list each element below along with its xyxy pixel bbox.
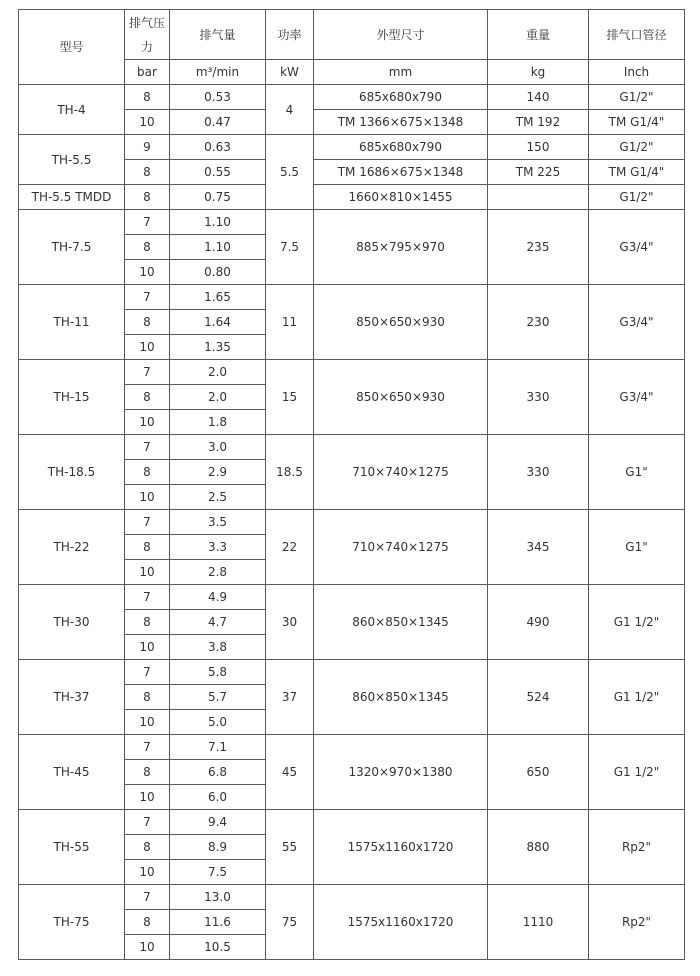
model-cell: TH-7.5 bbox=[19, 210, 125, 285]
table-row bbox=[19, 510, 685, 535]
model-cell: TH-15 bbox=[19, 360, 125, 435]
flow-cell: 1.65 bbox=[170, 285, 266, 310]
model-cell: TH-5.5 bbox=[19, 135, 125, 185]
flow-cell: 0.55 bbox=[170, 160, 266, 185]
unit-dimensions: mm bbox=[314, 60, 488, 85]
pressure-cell: 10 bbox=[125, 635, 170, 660]
model-cell: TH-18.5 bbox=[19, 435, 125, 510]
pressure-cell: 9 bbox=[125, 135, 170, 160]
flow-cell: 3.0 bbox=[170, 435, 266, 460]
flow-cell: 6.0 bbox=[170, 785, 266, 810]
table-row bbox=[19, 285, 685, 310]
table-row bbox=[19, 810, 685, 835]
flow-cell: 7.5 bbox=[170, 860, 266, 885]
flow-cell: 1.10 bbox=[170, 210, 266, 235]
dimensions-cell: TM 1366×675×1348 bbox=[314, 110, 488, 135]
pressure-cell: 7 bbox=[125, 735, 170, 760]
power-cell: 7.5 bbox=[266, 210, 314, 285]
unit-power: kW bbox=[266, 60, 314, 85]
outlet-cell: G3/4" bbox=[589, 360, 685, 435]
outlet-cell: G1/2" bbox=[589, 135, 685, 160]
outlet-cell: G1" bbox=[589, 510, 685, 585]
pressure-cell: 10 bbox=[125, 335, 170, 360]
flow-cell: 1.64 bbox=[170, 310, 266, 335]
table-row bbox=[19, 210, 685, 235]
table-row bbox=[19, 185, 685, 210]
table-row bbox=[19, 360, 685, 385]
dimensions-cell: 850×650×930 bbox=[314, 285, 488, 360]
pressure-cell: 7 bbox=[125, 585, 170, 610]
pressure-cell: 8 bbox=[125, 310, 170, 335]
flow-cell: 2.0 bbox=[170, 385, 266, 410]
weight-cell bbox=[488, 185, 589, 210]
pressure-cell: 8 bbox=[125, 910, 170, 935]
weight-cell: 140 bbox=[488, 85, 589, 110]
weight-cell: TM 192 bbox=[488, 110, 589, 135]
pressure-cell: 8 bbox=[125, 185, 170, 210]
flow-cell: 3.3 bbox=[170, 535, 266, 560]
outlet-cell: Rp2" bbox=[589, 810, 685, 885]
pressure-cell: 8 bbox=[125, 85, 170, 110]
flow-cell: 2.0 bbox=[170, 360, 266, 385]
power-cell: 45 bbox=[266, 735, 314, 810]
flow-cell: 5.7 bbox=[170, 685, 266, 710]
flow-cell: 1.35 bbox=[170, 335, 266, 360]
outlet-cell: G1/2" bbox=[589, 85, 685, 110]
pressure-cell: 8 bbox=[125, 235, 170, 260]
model-cell: TH-11 bbox=[19, 285, 125, 360]
flow-cell: 4.9 bbox=[170, 585, 266, 610]
weight-cell: 330 bbox=[488, 360, 589, 435]
dimensions-cell: 710×740×1275 bbox=[314, 510, 488, 585]
pressure-cell: 10 bbox=[125, 560, 170, 585]
header-dimensions: 外型尺寸 bbox=[314, 10, 488, 60]
table-row bbox=[19, 660, 685, 685]
outlet-cell: G1/2" bbox=[589, 185, 685, 210]
pressure-cell: 8 bbox=[125, 760, 170, 785]
pressure-cell: 10 bbox=[125, 860, 170, 885]
weight-cell: 880 bbox=[488, 810, 589, 885]
power-cell: 15 bbox=[266, 360, 314, 435]
flow-cell: 13.0 bbox=[170, 885, 266, 910]
flow-cell: 5.8 bbox=[170, 660, 266, 685]
flow-cell: 1.10 bbox=[170, 235, 266, 260]
header-outlet: 排气口管径 bbox=[589, 10, 685, 60]
table-row bbox=[19, 885, 685, 910]
pressure-cell: 7 bbox=[125, 435, 170, 460]
flow-cell: 11.6 bbox=[170, 910, 266, 935]
pressure-cell: 10 bbox=[125, 260, 170, 285]
pressure-cell: 10 bbox=[125, 710, 170, 735]
flow-cell: 9.4 bbox=[170, 810, 266, 835]
flow-cell: 3.5 bbox=[170, 510, 266, 535]
table-row bbox=[19, 435, 685, 460]
dimensions-cell: 685x680x790 bbox=[314, 135, 488, 160]
weight-cell: TM 225 bbox=[488, 160, 589, 185]
model-cell: TH-45 bbox=[19, 735, 125, 810]
dimensions-cell: TM 1686×675×1348 bbox=[314, 160, 488, 185]
table-row bbox=[19, 735, 685, 760]
dimensions-cell: 860×850×1345 bbox=[314, 585, 488, 660]
power-cell: 30 bbox=[266, 585, 314, 660]
dimensions-cell: 1320×970×1380 bbox=[314, 735, 488, 810]
pressure-cell: 8 bbox=[125, 460, 170, 485]
power-cell: 37 bbox=[266, 660, 314, 735]
pressure-cell: 7 bbox=[125, 660, 170, 685]
outlet-cell: G1 1/2" bbox=[589, 660, 685, 735]
dimensions-cell: 1575x1160x1720 bbox=[314, 885, 488, 960]
header-model: 型号 bbox=[19, 10, 125, 85]
weight-cell: 1110 bbox=[488, 885, 589, 960]
pressure-cell: 7 bbox=[125, 810, 170, 835]
outlet-cell: G1 1/2" bbox=[589, 585, 685, 660]
model-cell: TH-4 bbox=[19, 85, 125, 135]
weight-cell: 650 bbox=[488, 735, 589, 810]
dimensions-cell: 1660×810×1455 bbox=[314, 185, 488, 210]
pressure-cell: 8 bbox=[125, 685, 170, 710]
flow-cell: 2.8 bbox=[170, 560, 266, 585]
power-cell: 55 bbox=[266, 810, 314, 885]
flow-cell: 0.80 bbox=[170, 260, 266, 285]
pressure-cell: 10 bbox=[125, 485, 170, 510]
model-cell: TH-55 bbox=[19, 810, 125, 885]
weight-cell: 235 bbox=[488, 210, 589, 285]
pressure-cell: 8 bbox=[125, 535, 170, 560]
flow-cell: 5.0 bbox=[170, 710, 266, 735]
unit-flow: m³/min bbox=[170, 60, 266, 85]
pressure-cell: 10 bbox=[125, 110, 170, 135]
power-cell: 22 bbox=[266, 510, 314, 585]
model-cell: TH-30 bbox=[19, 585, 125, 660]
weight-cell: 230 bbox=[488, 285, 589, 360]
pressure-cell: 8 bbox=[125, 610, 170, 635]
header-pressure: 排气压力 bbox=[125, 10, 170, 60]
power-cell: 11 bbox=[266, 285, 314, 360]
flow-cell: 4.7 bbox=[170, 610, 266, 635]
header-weight: 重量 bbox=[488, 10, 589, 60]
pressure-cell: 8 bbox=[125, 835, 170, 860]
pressure-cell: 7 bbox=[125, 285, 170, 310]
flow-cell: 0.75 bbox=[170, 185, 266, 210]
power-cell: 75 bbox=[266, 885, 314, 960]
outlet-cell: Rp2" bbox=[589, 885, 685, 960]
outlet-cell: G3/4" bbox=[589, 285, 685, 360]
weight-cell: 150 bbox=[488, 135, 589, 160]
dimensions-cell: 685x680x790 bbox=[314, 85, 488, 110]
outlet-cell: G1" bbox=[589, 435, 685, 510]
weight-cell: 490 bbox=[488, 585, 589, 660]
outlet-cell: G3/4" bbox=[589, 210, 685, 285]
pressure-cell: 7 bbox=[125, 210, 170, 235]
table-row bbox=[19, 585, 685, 610]
power-cell: 4 bbox=[266, 85, 314, 135]
unit-outlet: Inch bbox=[589, 60, 685, 85]
dimensions-cell: 710×740×1275 bbox=[314, 435, 488, 510]
table-row bbox=[19, 85, 685, 110]
unit-pressure: bar bbox=[125, 60, 170, 85]
pressure-cell: 7 bbox=[125, 360, 170, 385]
power-cell: 18.5 bbox=[266, 435, 314, 510]
weight-cell: 524 bbox=[488, 660, 589, 735]
pressure-cell: 10 bbox=[125, 410, 170, 435]
dimensions-cell: 1575x1160x1720 bbox=[314, 810, 488, 885]
model-cell: TH-5.5 TMDD bbox=[19, 185, 125, 210]
flow-cell: 2.5 bbox=[170, 485, 266, 510]
flow-cell: 0.53 bbox=[170, 85, 266, 110]
flow-cell: 8.9 bbox=[170, 835, 266, 860]
pressure-cell: 7 bbox=[125, 510, 170, 535]
spec-table bbox=[18, 9, 685, 960]
header-flow: 排气量 bbox=[170, 10, 266, 60]
model-cell: TH-37 bbox=[19, 660, 125, 735]
outlet-cell: G1 1/2" bbox=[589, 735, 685, 810]
dimensions-cell: 885×795×970 bbox=[314, 210, 488, 285]
header-row bbox=[19, 10, 685, 60]
pressure-cell: 7 bbox=[125, 885, 170, 910]
model-cell: TH-75 bbox=[19, 885, 125, 960]
outlet-cell: TM G1/4" bbox=[589, 160, 685, 185]
flow-cell: 0.63 bbox=[170, 135, 266, 160]
weight-cell: 330 bbox=[488, 435, 589, 510]
power-cell: 5.5 bbox=[266, 135, 314, 210]
weight-cell: 345 bbox=[488, 510, 589, 585]
flow-cell: 1.8 bbox=[170, 410, 266, 435]
pressure-cell: 8 bbox=[125, 160, 170, 185]
flow-cell: 0.47 bbox=[170, 110, 266, 135]
pressure-cell: 10 bbox=[125, 785, 170, 810]
unit-weight: kg bbox=[488, 60, 589, 85]
flow-cell: 2.9 bbox=[170, 460, 266, 485]
pressure-cell: 8 bbox=[125, 385, 170, 410]
outlet-cell: TM G1/4" bbox=[589, 110, 685, 135]
pressure-cell: 10 bbox=[125, 935, 170, 960]
table-row bbox=[19, 135, 685, 160]
flow-cell: 10.5 bbox=[170, 935, 266, 960]
flow-cell: 3.8 bbox=[170, 635, 266, 660]
dimensions-cell: 850×650×930 bbox=[314, 360, 488, 435]
flow-cell: 7.1 bbox=[170, 735, 266, 760]
header-power: 功率 bbox=[266, 10, 314, 60]
flow-cell: 6.8 bbox=[170, 760, 266, 785]
model-cell: TH-22 bbox=[19, 510, 125, 585]
dimensions-cell: 860×850×1345 bbox=[314, 660, 488, 735]
